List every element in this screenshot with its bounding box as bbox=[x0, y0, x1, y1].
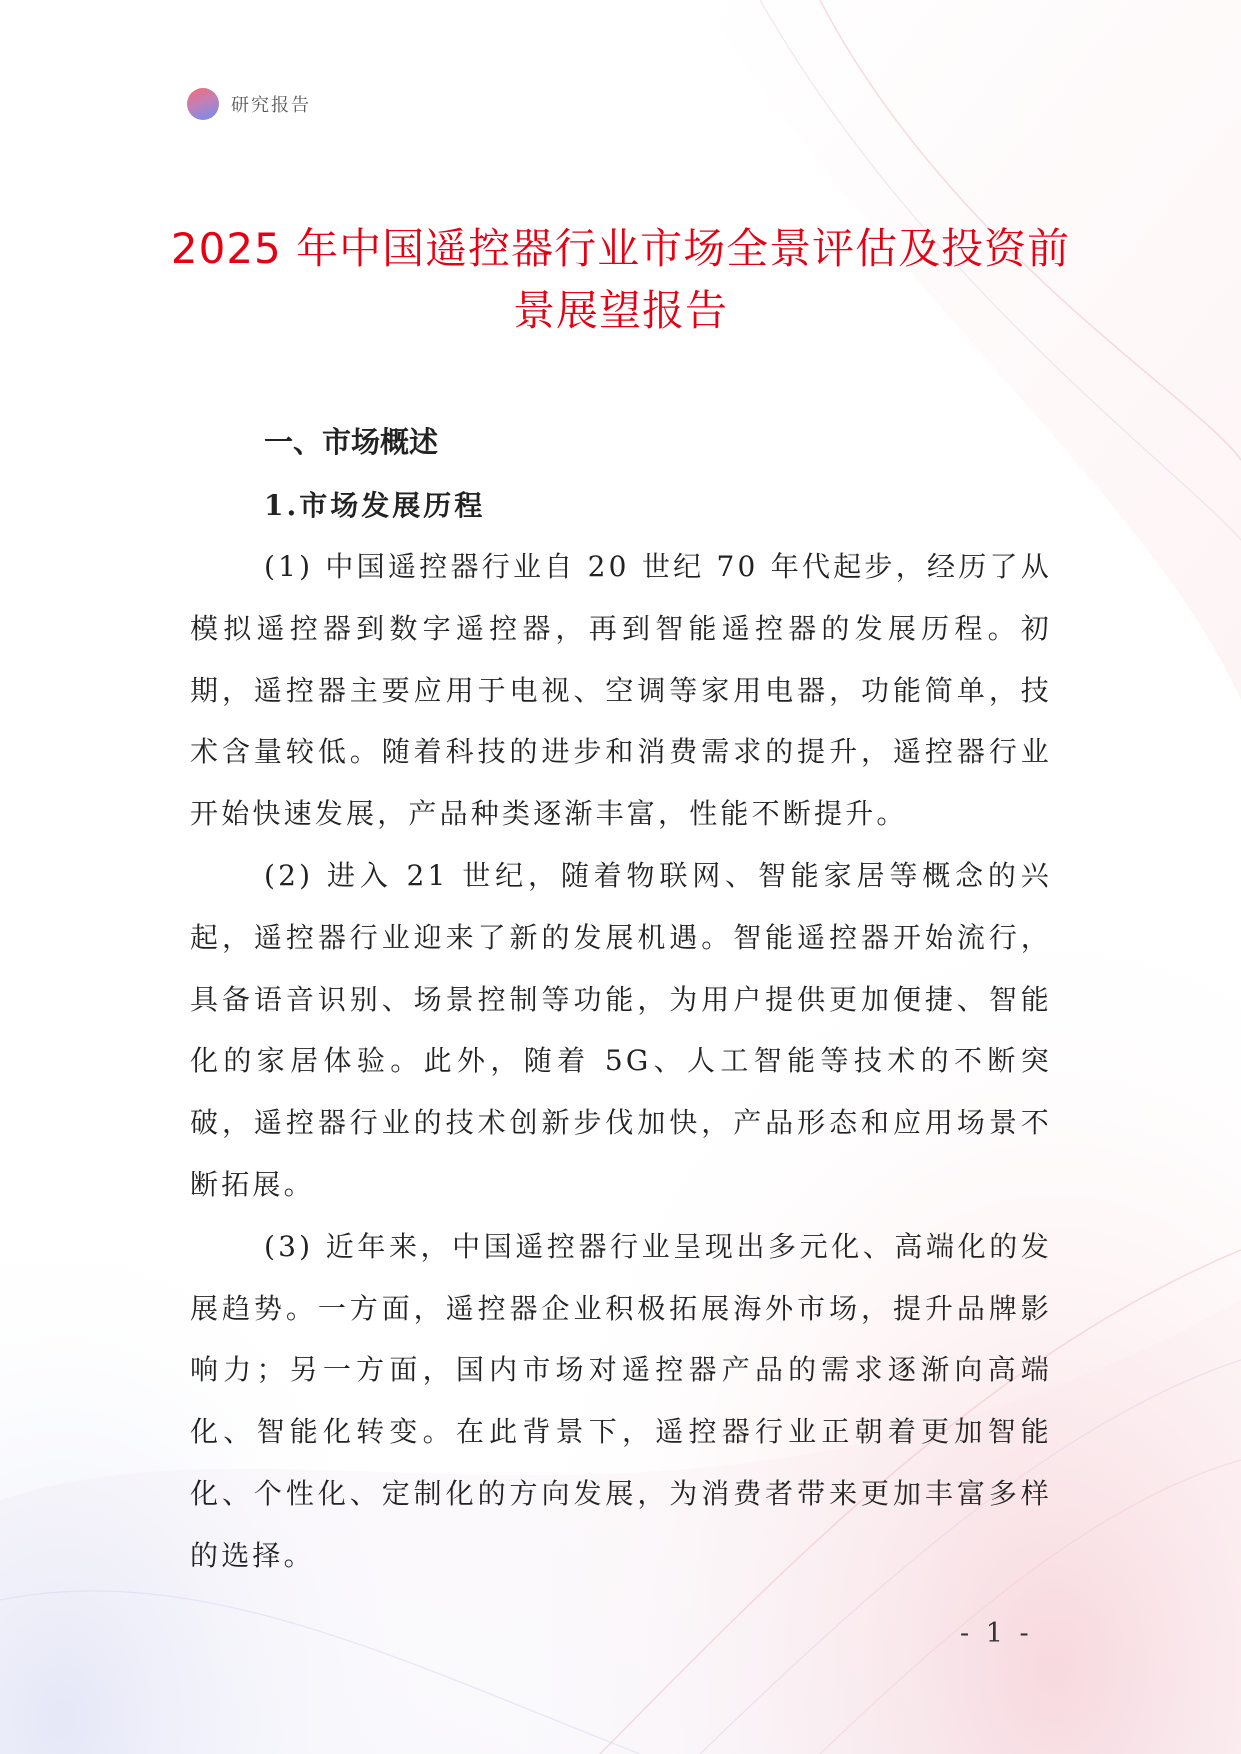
header-label: 研究报告 bbox=[231, 95, 311, 116]
sub-heading: 1.市场发展历程 bbox=[264, 489, 486, 522]
page-number: - 1 - bbox=[960, 1618, 1033, 1649]
body-text bbox=[190, 536, 1052, 1587]
section-heading: 一、市场概述 bbox=[264, 425, 439, 459]
paragraph-1: (1) 中国遥控器行业自 20 世纪 70 年代起步，经历了从模拟遥控器到数字遥控器，再到智能遥控器的发展历程。初期，遥控器主要应用于电视、空调等家用电器，功能简单，技术含量较低。随着科技的进步和消费需求的提升，遥控器行业开始快速发展，产品种类逐渐丰富，性能不断提升。 bbox=[190, 550, 1052, 831]
paragraph-2: (2) 进入 21 世纪，随着物联网、智能家居等概念的兴起，遥控器行业迎来了新的发展机遇。智能遥控器开始流行，具备语音识别、场景控制等功能，为用户提供更加便捷、智能化的家居体验。此外，随着 5G、人工智能等技术的不断突破，遥控器行业的技术创新步伐加快，产品形态和应用场景不断拓展。 bbox=[190, 858, 1052, 1201]
logo-circle-icon bbox=[187, 88, 219, 120]
document-title: 2025 年中国遥控器行业市场全景评估及投资前景展望报告 bbox=[170, 224, 1071, 335]
paragraph-3: (3) 近年来，中国遥控器行业呈现出多元化、高端化的发展趋势。一方面，遥控器企业积极拓展海外市场，提升品牌影响力；另一方面，国内市场对遥控器产品的需求逐渐向高端化、智能化转变。在此背景下，遥控器行业正朝着更加智能化、个性化、定制化的方向发展，为消费者带来更加丰富多样的选择。 bbox=[190, 1229, 1052, 1572]
report-header bbox=[187, 88, 311, 120]
